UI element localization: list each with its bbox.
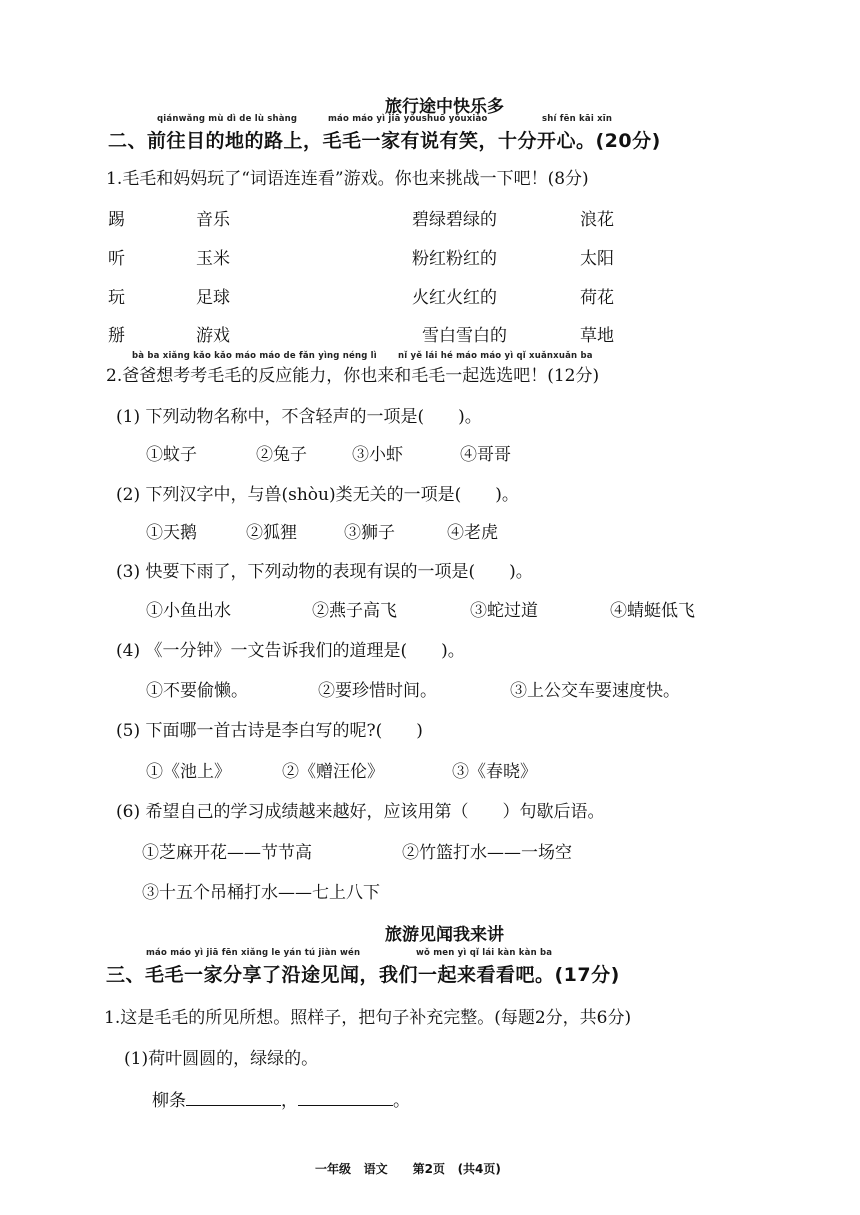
match-word[interactable]: 雪白雪白的 bbox=[422, 326, 507, 346]
footer-grade: 一年级 bbox=[315, 1162, 352, 1176]
match-word[interactable]: 玩 bbox=[108, 288, 125, 308]
option[interactable]: ④蜻蜓低飞 bbox=[610, 601, 695, 621]
option[interactable]: ②兔子 bbox=[256, 445, 307, 465]
q2-pinyin-1: bà ba xiǎng kǎo kǎo máo máo de fǎn yìng néng lì bbox=[132, 351, 377, 361]
fill-end: 。 bbox=[393, 1091, 410, 1111]
option[interactable]: ①天鹅 bbox=[146, 523, 197, 543]
footer bbox=[315, 1160, 501, 1177]
match-word[interactable]: 足球 bbox=[196, 288, 230, 308]
heading-pinyin-1: qiánwǎng mù dì de lù shàng bbox=[157, 114, 298, 124]
match-word[interactable]: 掰 bbox=[108, 326, 125, 346]
sub-question-5: (5) 下面哪一首古诗是李白写的呢?( ) bbox=[116, 721, 423, 741]
match-word[interactable]: 浪花 bbox=[580, 210, 614, 230]
section3-pinyin-2: wǒ men yì qǐ lái kàn kàn ba bbox=[416, 948, 553, 958]
sub-question-3: (3) 快要下雨了，下列动物的表现有误的一项是( )。 bbox=[116, 562, 533, 582]
sub-question-6: (6) 希望自己的学习成绩越来越好，应该用第（ ）句歇后语。 bbox=[116, 802, 605, 822]
match-word[interactable]: 玉米 bbox=[196, 249, 230, 269]
match-word[interactable]: 太阳 bbox=[580, 249, 614, 269]
option[interactable]: ③《春晓》 bbox=[452, 762, 537, 782]
section3-pinyin-1: máo máo yì jiā fēn xiǎng le yán tú jiàn wén bbox=[146, 948, 361, 958]
option[interactable]: ③上公交车要速度快。 bbox=[510, 681, 680, 701]
option[interactable]: ④老虎 bbox=[447, 523, 498, 543]
sub-question-2: (2) 下列汉字中，与兽(shòu)类无关的一项是( )。 bbox=[116, 485, 519, 505]
question-2: 2.爸爸想考考毛毛的反应能力，你也来和毛毛一起选选吧！(12分) bbox=[106, 366, 600, 386]
option[interactable]: ①芝麻开花——节节高 bbox=[142, 843, 312, 863]
example-sentence: (1)荷叶圆圆的，绿绿的。 bbox=[124, 1049, 319, 1069]
option[interactable]: ②要珍惜时间。 bbox=[318, 681, 437, 701]
option[interactable]: ①不要偷懒。 bbox=[146, 681, 248, 701]
option[interactable]: ②狐狸 bbox=[246, 523, 297, 543]
option[interactable]: ①《池上》 bbox=[146, 762, 231, 782]
heading-pinyin-3: shí fēn kāi xīn bbox=[542, 114, 613, 124]
fill-prefix: 柳条 bbox=[152, 1091, 186, 1111]
match-word[interactable]: 游戏 bbox=[196, 326, 230, 346]
footer-total: (共4页) bbox=[457, 1162, 501, 1176]
fill-comma: ， bbox=[281, 1091, 298, 1111]
option[interactable]: ③小虾 bbox=[352, 445, 403, 465]
option[interactable]: ④哥哥 bbox=[460, 445, 511, 465]
match-word[interactable]: 音乐 bbox=[196, 210, 230, 230]
footer-page: 第2页 bbox=[412, 1162, 446, 1176]
option[interactable]: ③狮子 bbox=[344, 523, 395, 543]
option[interactable]: ①蚊子 bbox=[146, 445, 197, 465]
match-word[interactable]: 荷花 bbox=[580, 288, 614, 308]
section3-heading: 三、毛毛一家分享了沿途见闻，我们一起来看看吧。(17分) bbox=[106, 964, 620, 986]
match-word[interactable]: 粉红粉红的 bbox=[412, 249, 497, 269]
option[interactable]: ③蛇过道 bbox=[470, 601, 538, 621]
match-word[interactable]: 碧绿碧绿的 bbox=[412, 210, 497, 230]
fill-sentence bbox=[152, 1086, 410, 1111]
match-word[interactable]: 火红火红的 bbox=[412, 288, 497, 308]
option[interactable]: ③十五个吊桶打水——七上八下 bbox=[142, 883, 380, 903]
section3-question-1: 1.这是毛毛的所见所想。照样子，把句子补充完整。(每题2分，共6分) bbox=[104, 1008, 632, 1028]
footer-subject: 语文 bbox=[363, 1162, 388, 1176]
option[interactable]: ①小鱼出水 bbox=[146, 601, 231, 621]
match-word[interactable]: 草地 bbox=[580, 326, 614, 346]
section-title-travel: 旅行途中快乐多 bbox=[385, 97, 504, 117]
match-word[interactable]: 听 bbox=[108, 249, 125, 269]
answer-blank[interactable] bbox=[186, 1091, 281, 1106]
heading-pinyin-2: máo máo yì jiā yǒushuō yǒuxiào bbox=[328, 114, 488, 124]
section-title-sharing: 旅游见闻我来讲 bbox=[385, 925, 504, 945]
option[interactable]: ②《赠汪伦》 bbox=[282, 762, 384, 782]
sub-question-1: (1) 下列动物名称中，不含轻声的一项是( )。 bbox=[116, 407, 482, 427]
option[interactable]: ②燕子高飞 bbox=[312, 601, 397, 621]
option[interactable]: ②竹篮打水——一场空 bbox=[402, 843, 572, 863]
answer-blank[interactable] bbox=[298, 1091, 393, 1106]
sub-question-4: (4) 《一分钟》一文告诉我们的道理是( )。 bbox=[116, 641, 465, 661]
section2-heading: 二、前往目的地的路上，毛毛一家有说有笑，十分开心。(20分) bbox=[108, 130, 661, 152]
match-word[interactable]: 踢 bbox=[108, 210, 125, 230]
q2-pinyin-2: nǐ yě lái hé máo máo yì qǐ xuǎnxuǎn ba bbox=[398, 351, 593, 361]
question-1: 1.毛毛和妈妈玩了“词语连连看”游戏。你也来挑战一下吧！(8分) bbox=[106, 169, 589, 189]
